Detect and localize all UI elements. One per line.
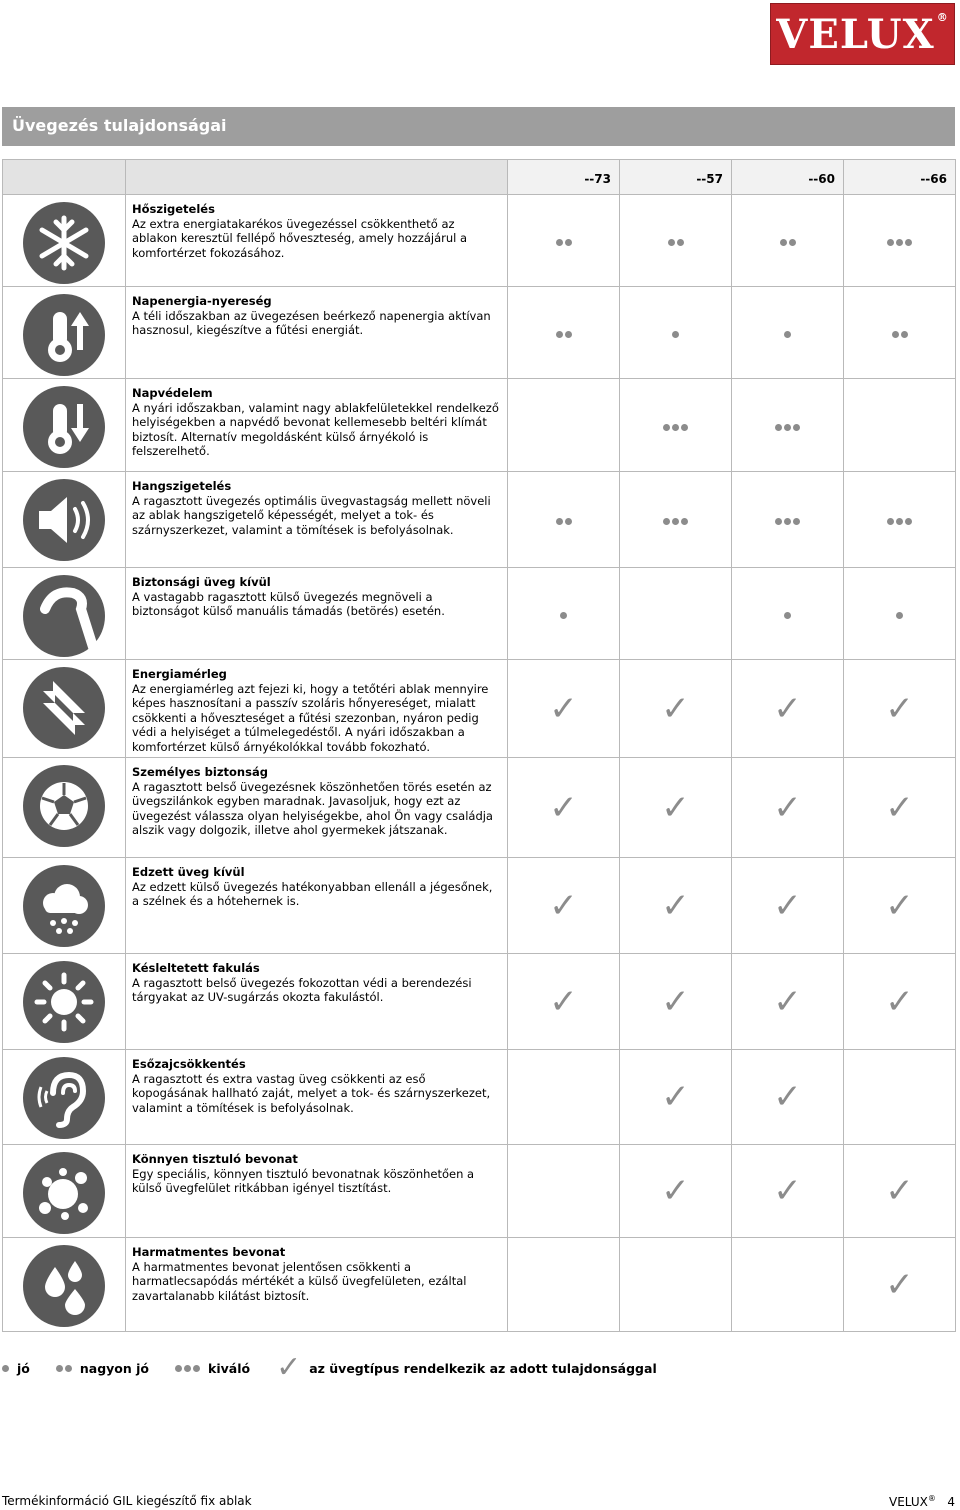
rating-cell: [732, 1050, 844, 1145]
rating-dot: [789, 239, 796, 246]
check-mark-icon: ✓: [773, 1077, 802, 1117]
rating-cell: [844, 954, 956, 1050]
property-description-cell: [126, 858, 508, 954]
check-mark-icon: ✓: [549, 787, 578, 828]
rating-dots: [896, 612, 903, 619]
table-row: [3, 954, 956, 1050]
thermometer-down-icon: [23, 386, 105, 468]
rating-cell: [508, 472, 620, 568]
rating-cell: [620, 472, 732, 568]
icon-cell: [3, 758, 126, 858]
property-description-cell: [126, 379, 508, 472]
ear-icon: [23, 1057, 105, 1139]
rating-dots: [672, 331, 679, 338]
rating-dots: [663, 424, 688, 431]
properties-table: [2, 159, 956, 1332]
legend-label: kiváló: [208, 1360, 251, 1376]
rating-dot: [793, 518, 800, 525]
property-description-cell: [126, 1050, 508, 1145]
rating-cell: [620, 858, 732, 954]
rating-cell: [732, 1238, 844, 1332]
rating-dot: [56, 1365, 63, 1372]
rating-cell: [732, 1145, 844, 1238]
rating-cell: [620, 379, 732, 472]
rating-dot: [672, 331, 679, 338]
check-mark-icon: ✓: [549, 688, 578, 729]
rating-dot: [184, 1365, 191, 1372]
rating-dot: [668, 239, 675, 246]
check-mark-icon: ✓: [773, 885, 802, 926]
rating-dots: [556, 518, 572, 525]
title-bar: [2, 107, 955, 146]
football-icon: [23, 765, 105, 847]
rating-cell: [844, 568, 956, 660]
rating-dot: [905, 518, 912, 525]
table-header-row: [3, 160, 956, 195]
rating-dot: [556, 239, 563, 246]
property-description: A nyári időszakban, valamint nagy ablakfelületekkel rendelkező helyiségekben a napvédő bevonat kellemesebb beltéri klímát biztosít. Alternatív megoldásként külső árnyékoló is felszerelhető.: [132, 400, 499, 458]
page-title: Üvegezés tulajdonságai: [12, 116, 227, 135]
check-mark-icon: ✓: [885, 1264, 914, 1305]
rating-dot: [892, 331, 899, 338]
rating-dot: [887, 518, 894, 525]
icon-cell: [3, 287, 126, 379]
rating-dot: [672, 424, 679, 431]
rating-dot: [193, 1365, 200, 1372]
rating-cell: [844, 287, 956, 379]
property-description: A harmatmentes bevonat jelentősen csökkenti a harmatlecsapódás mértékét a külső üvegfelületen, ezáltal zavartalanabb kilátást biztosít.: [132, 1259, 467, 1303]
rating-dot: [565, 239, 572, 246]
rating-cell: [620, 568, 732, 660]
rating-cell: [620, 660, 732, 758]
property-description: Az energiamérleg azt fejezi ki, hogy a tetőtéri ablak mennyire képes hasznosítani a passzív szoláris hőnyereséget, mialatt csökkenti a hőveszteséget a fűtési szezonban, nyáron pedig védi a helyiséget a túlmelegedéstől. A nyári időszakban a komfortérzet külső árnyékolókkal tovább fokozható.: [132, 681, 489, 754]
rating-dot: [565, 331, 572, 338]
rating-dot: [784, 518, 791, 525]
icon-cell: [3, 954, 126, 1050]
thermometer-up-icon: [23, 294, 105, 376]
property-title: Napenergia-nyereség: [132, 294, 272, 308]
rating-cell: [508, 287, 620, 379]
column-header: --60: [732, 160, 844, 195]
check-mark-icon: ✓: [661, 1171, 690, 1211]
rating-dot: [2, 1365, 9, 1372]
rating-cell: [844, 1145, 956, 1238]
rating-cell: [732, 568, 844, 660]
property-title: Személyes biztonság: [132, 765, 268, 779]
rating-dot: [556, 331, 563, 338]
legend-item: [276, 1350, 657, 1385]
rating-dots: [784, 331, 791, 338]
icon-cell: [3, 568, 126, 660]
rating-dot: [672, 518, 679, 525]
rating-cell: [732, 195, 844, 287]
rating-dots: [556, 331, 572, 338]
table-row: [3, 758, 956, 858]
rating-cell: [844, 379, 956, 472]
property-title: Energiamérleg: [132, 667, 227, 681]
table-row: [3, 568, 956, 660]
rating-cell: [508, 568, 620, 660]
rating-dot: [775, 424, 782, 431]
rating-cell: [508, 379, 620, 472]
rating-cell: [732, 287, 844, 379]
rating-dot: [663, 424, 670, 431]
rating-dot: [560, 612, 567, 619]
energy-arrows-icon: [23, 667, 105, 749]
rating-dot: [896, 612, 903, 619]
splash-icon: [23, 1152, 105, 1234]
table-row: [3, 1145, 956, 1238]
table-row: [3, 195, 956, 287]
rating-cell: [620, 195, 732, 287]
rating-cell: [844, 1050, 956, 1145]
table-row: [3, 1050, 956, 1145]
rating-cell: [620, 758, 732, 858]
property-title: Késleltetett fakulás: [132, 961, 260, 975]
property-description-cell: [126, 954, 508, 1050]
rating-cell: [620, 1145, 732, 1238]
rating-dots: [663, 518, 688, 525]
legend-label: jó: [17, 1360, 30, 1376]
check-mark-icon: ✓: [661, 688, 690, 729]
table-row: [3, 472, 956, 568]
property-description-cell: [126, 660, 508, 758]
icon-cell: [3, 195, 126, 287]
rating-dots: [175, 1365, 200, 1372]
property-description: A vastagabb ragasztott külső üvegezés megnöveli a biztonságot külső manuális támadás (betörés) esetén.: [132, 589, 445, 618]
rating-cell: [844, 472, 956, 568]
rating-cell: [844, 1238, 956, 1332]
rating-dot: [887, 239, 894, 246]
sun-icon: [23, 961, 105, 1043]
check-mark-icon: ✓: [773, 688, 802, 729]
table-row: [3, 660, 956, 758]
property-title: Harmatmentes bevonat: [132, 1245, 286, 1259]
rating-dot: [784, 424, 791, 431]
property-description-cell: [126, 1145, 508, 1238]
property-title: Napvédelem: [132, 386, 213, 400]
legend-item: [56, 1361, 149, 1376]
header-blank: [3, 160, 126, 195]
property-description: Az edzett külső üvegezés hatékonyabban ellenáll a jégesőnek, a szélnek és a hótehernek is.: [132, 879, 493, 908]
rating-cell: [844, 758, 956, 858]
rating-dots: [775, 424, 800, 431]
rating-dots: [668, 239, 684, 246]
icon-cell: [3, 660, 126, 758]
check-mark-icon: ✓: [661, 885, 690, 926]
icon-cell: [3, 379, 126, 472]
column-header: --66: [844, 160, 956, 195]
rating-cell: [508, 858, 620, 954]
rating-dot: [896, 239, 903, 246]
check-mark-icon: ✓: [549, 981, 578, 1022]
rating-dot: [175, 1365, 182, 1372]
property-description: A ragasztott és extra vastag üveg csökkenti az eső kopogásának hallható zaját, melyet a tok- és szárnyszerkezet, valamint a tömítések is befolyásolnak.: [132, 1071, 491, 1115]
property-description-cell: [126, 287, 508, 379]
property-title: Biztonsági üveg kívül: [132, 575, 271, 589]
property-description-cell: [126, 1238, 508, 1332]
check-mark-icon: ✓: [885, 1171, 914, 1211]
rating-cell: [732, 858, 844, 954]
velux-logo: VELUX ®: [770, 3, 955, 65]
rating-cell: [732, 379, 844, 472]
icon-cell: [3, 472, 126, 568]
check-mark-icon: ✓: [661, 1077, 690, 1117]
rating-cell: [732, 472, 844, 568]
rating-dot: [901, 331, 908, 338]
footer: [2, 1494, 955, 1509]
rating-dots: [2, 1365, 9, 1372]
rating-cell: [844, 660, 956, 758]
property-title: Hőszigetelés: [132, 202, 215, 216]
speaker-icon: [23, 479, 105, 561]
rating-cell: [620, 1050, 732, 1145]
legend-item: [2, 1361, 30, 1376]
rating-dot: [775, 518, 782, 525]
snowflake-icon: [23, 202, 105, 284]
rating-cell: [508, 1050, 620, 1145]
rating-dot: [663, 518, 670, 525]
rating-dot: [565, 518, 572, 525]
rating-cell: [508, 660, 620, 758]
rating-dots: [56, 1365, 72, 1372]
check-mark-icon: ✓: [885, 688, 914, 729]
rating-cell: [508, 954, 620, 1050]
icon-cell: [3, 1145, 126, 1238]
property-description-cell: [126, 568, 508, 660]
check-mark-icon: ✓: [661, 787, 690, 828]
check-mark-icon: ✓: [549, 885, 578, 926]
property-description-cell: [126, 758, 508, 858]
rating-dot: [681, 518, 688, 525]
legend-item: [175, 1361, 250, 1376]
icon-cell: [3, 858, 126, 954]
rating-dot: [677, 239, 684, 246]
rating-dot: [784, 331, 791, 338]
rating-cell: [732, 758, 844, 858]
drops-icon: [23, 1245, 105, 1327]
property-description: Egy speciális, könnyen tisztuló bevonatnak köszönhetően a külső üvegfelület ritkábban igényel tisztítást.: [132, 1166, 475, 1195]
property-description: A ragasztott belső üvegezésnek köszönhetően törés esetén az üvegszilánkok egyben maradnak. Javasoljuk, hogy ezt az üvegezést válassza olyan helyiségekbe, ahol Ön vagy családja alszik vagy dolgozik, illetve ahol gyermekek játszanak.: [132, 779, 493, 837]
rating-cell: [732, 660, 844, 758]
header-blank: [126, 160, 508, 195]
property-description-cell: [126, 195, 508, 287]
check-mark-icon: ✓: [885, 885, 914, 926]
footer-title: Termékinformáció GIL kiegészítő fix ablak: [2, 1494, 252, 1508]
legend-label: nagyon jó: [79, 1360, 150, 1376]
rating-dot: [681, 424, 688, 431]
icon-cell: [3, 1238, 126, 1332]
rating-cell: [508, 758, 620, 858]
check-mark-icon: ✓: [276, 1350, 302, 1385]
rating-cell: [620, 287, 732, 379]
property-description: A ragasztott belső üvegezés fokozottan védi a berendezési tárgyakat az UV-sugárzás okozta fakulástól.: [132, 975, 472, 1004]
check-mark-icon: ✓: [885, 981, 914, 1022]
crowbar-icon: [23, 575, 105, 657]
rating-cell: [508, 195, 620, 287]
rating-dot: [896, 518, 903, 525]
property-description: Az extra energiatakarékos üvegezéssel csökkenthető az ablakon keresztül fellépő hőveszteség, amely hozzájárul a komfortérzet fokozásához.: [132, 216, 468, 260]
rating-dots: [780, 239, 796, 246]
property-title: Esőzajcsökkentés: [132, 1057, 246, 1071]
table-row: [3, 1238, 956, 1332]
rating-dots: [775, 518, 800, 525]
rating-dots: [887, 518, 912, 525]
check-mark-icon: ✓: [773, 787, 802, 828]
property-description-cell: [126, 472, 508, 568]
rating-dot: [780, 239, 787, 246]
table-row: [3, 858, 956, 954]
rating-dots: [887, 239, 912, 246]
column-header: --73: [508, 160, 620, 195]
rating-cell: [508, 1145, 620, 1238]
rating-cell: [620, 1238, 732, 1332]
property-description: A téli időszakban az üvegezésen beérkező napenergia aktívan hasznosul, kiegészítve a fűtési energiát.: [132, 308, 491, 337]
rating-dot: [784, 612, 791, 619]
rating-cell: [844, 858, 956, 954]
rating-dots: [556, 239, 572, 246]
property-title: Hangszigetelés: [132, 479, 232, 493]
check-mark-icon: ✓: [773, 981, 802, 1022]
rating-dots: [892, 331, 908, 338]
rating-cell: [508, 1238, 620, 1332]
property-title: Könnyen tisztuló bevonat: [132, 1152, 298, 1166]
rating-dots: [784, 612, 791, 619]
legend: [2, 1350, 683, 1385]
rating-dot: [65, 1365, 72, 1372]
rating-cell: [620, 954, 732, 1050]
rating-cell: [844, 195, 956, 287]
rating-dot: [793, 424, 800, 431]
rating-dot: [905, 239, 912, 246]
legend-label: az üvegtípus rendelkezik az adott tulajdonsággal: [309, 1360, 657, 1376]
check-mark-icon: ✓: [773, 1171, 802, 1211]
table-row: [3, 379, 956, 472]
column-header: --57: [620, 160, 732, 195]
check-mark-icon: ✓: [661, 981, 690, 1022]
table-row: [3, 287, 956, 379]
check-mark-icon: ✓: [885, 787, 914, 828]
footer-page-info: VELUX® 4: [889, 1494, 955, 1509]
property-description: A ragasztott üvegezés optimális üvegvastagság mellett növeli az ablak hangszigetelő képességét, melyet a tok- és szárnyszerkezet, valamint a tömítések is befolyásolnak.: [132, 493, 491, 537]
rating-dots: [560, 612, 567, 619]
hail-cloud-icon: [23, 865, 105, 947]
property-title: Edzett üveg kívül: [132, 865, 245, 879]
icon-cell: [3, 1050, 126, 1145]
rating-dot: [556, 518, 563, 525]
rating-cell: [732, 954, 844, 1050]
